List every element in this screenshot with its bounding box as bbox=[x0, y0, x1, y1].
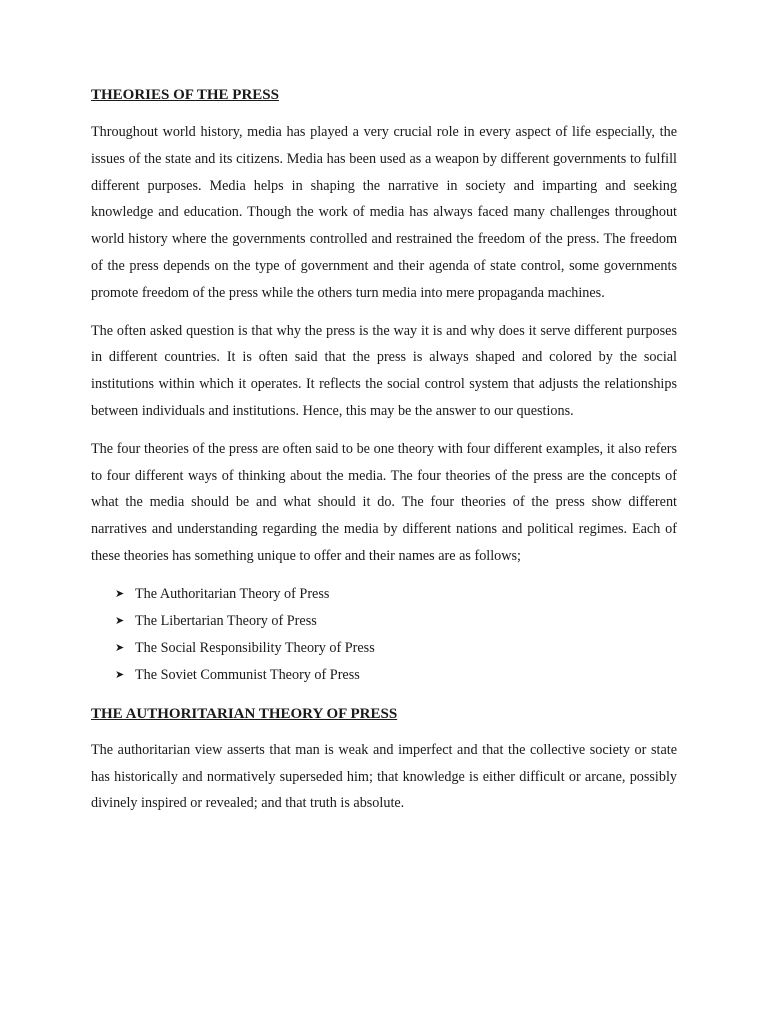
list-item-label: The Libertarian Theory of Press bbox=[135, 612, 317, 629]
question-paragraph: The often asked question is that why the press is the way it is and why does it serve different purposes in different countries. It is often said that the press is always shaped and colored by the social institutions within which it operates. It reflects the social control system that adjusts the relationships between individuals and institutions. Hence, this may be the answer to our questions. bbox=[91, 322, 677, 419]
intro-paragraph: Throughout world history, media has played a very crucial role in every aspect of life especially, the issues of the state and its citizens. Media has been used as a weapon by different governments to fulfill different purposes. Media helps in shaping the narrative in society and imparting and seeking knowledge and education. Though the work of media has always faced many challenges throughout world history where the governments controlled and restrained the freedom of the press. The freedom of the press depends on the type of government and their agenda of state control, some governments promote freedom of the press while the others turn media into mere propaganda machines. bbox=[91, 124, 677, 301]
list-item bbox=[91, 608, 677, 635]
list-item bbox=[91, 635, 677, 662]
page-title: THEORIES OF THE PRESS bbox=[91, 87, 279, 103]
authoritarian-paragraph: The authoritarian view asserts that man is weak and imperfect and that the collective society or state has historically and normatively superseded him; that knowledge is either difficult or arcane, possibly divinely inspired or revealed; and that truth is absolute. bbox=[91, 741, 677, 812]
theories-list bbox=[91, 581, 677, 689]
section-heading-authoritarian: THE AUTHORITARIAN THEORY OF PRESS bbox=[91, 705, 398, 722]
list-item bbox=[91, 662, 677, 689]
arrowhead-bullet-icon: ➤ bbox=[115, 668, 125, 681]
four-theories-paragraph: The four theories of the press are often said to be one theory with four different examples, it also refers to four different ways of thinking about the media. The four theories of the press are the concepts of what the media should be and what should it do. The four theories of the press show different narratives and understanding regarding the media by different nations and political regimes. Each of these theories has something unique to offer and their names are as follows; bbox=[91, 440, 677, 564]
list-item-label: The Soviet Communist Theory of Press bbox=[135, 666, 360, 683]
arrowhead-bullet-icon: ➤ bbox=[115, 587, 125, 600]
list-item bbox=[91, 581, 677, 608]
list-item-label: The Authoritarian Theory of Press bbox=[135, 585, 330, 602]
arrowhead-bullet-icon: ➤ bbox=[115, 614, 125, 627]
arrowhead-bullet-icon: ➤ bbox=[115, 641, 125, 654]
list-item-label: The Social Responsibility Theory of Press bbox=[135, 639, 375, 656]
document-page bbox=[91, 88, 677, 817]
